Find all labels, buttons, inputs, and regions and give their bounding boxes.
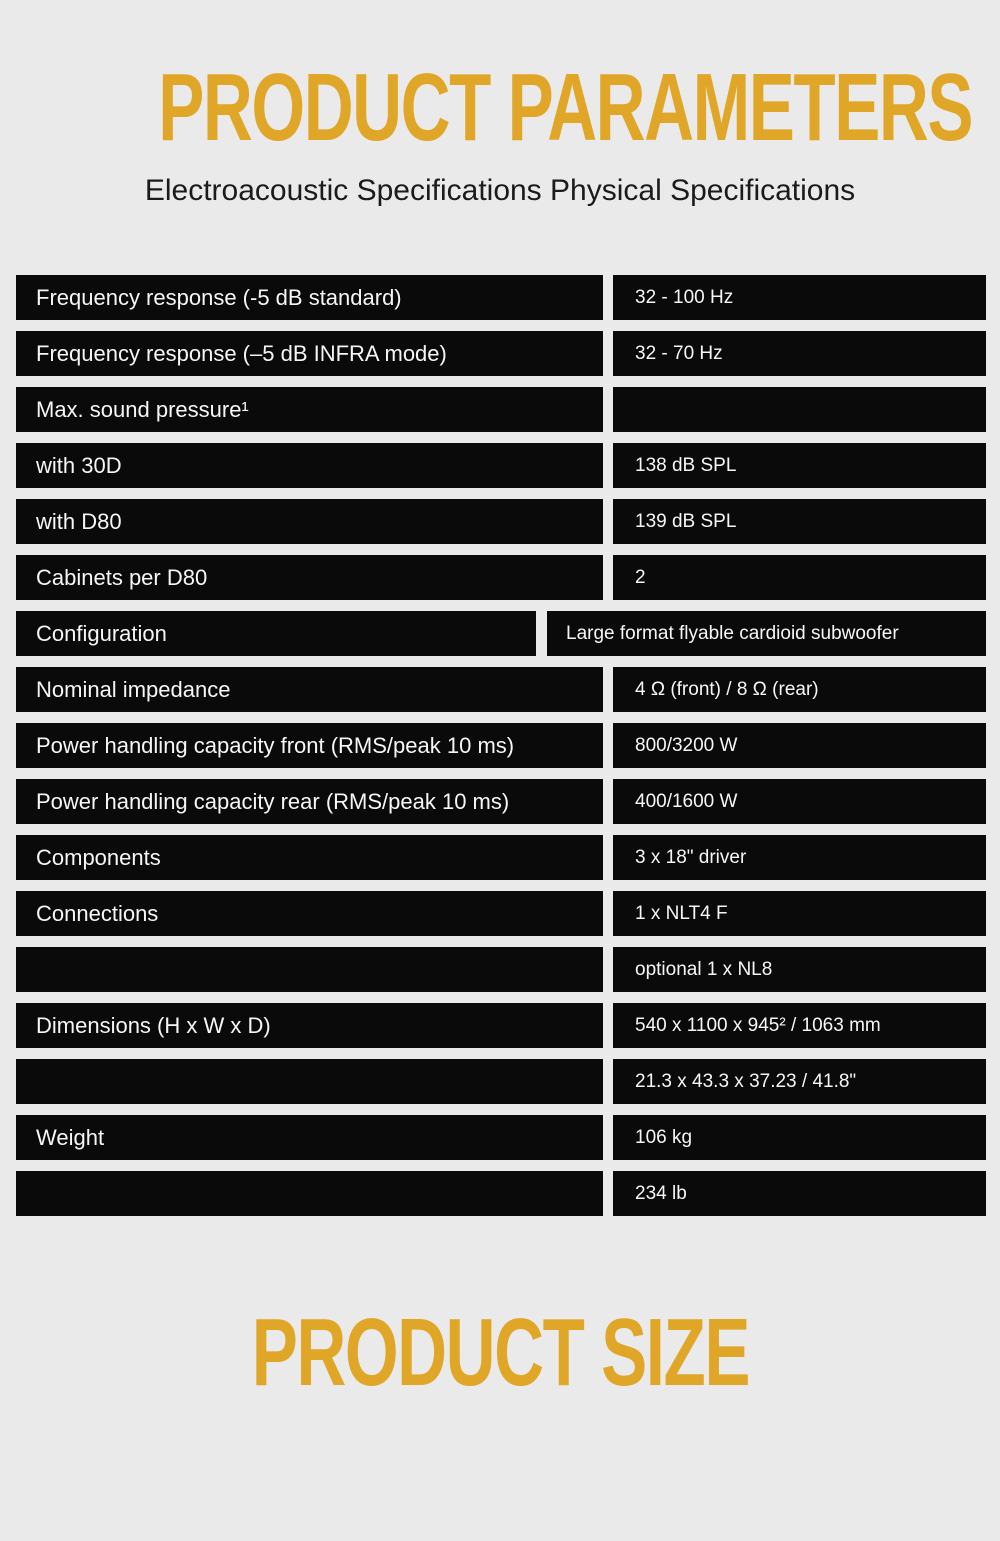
spec-label-cell: Power handling capacity rear (RMS/peak 10 ms) [16,779,603,824]
section-header-parameters [0,54,1000,161]
spec-row [16,667,986,712]
spec-row [16,835,986,880]
spec-label-cell [16,1171,603,1216]
spec-label-cell: Power handling capacity front (RMS/peak 10 ms) [16,723,603,768]
spec-value-cell: 139 dB SPL [613,499,986,544]
spec-label-cell: Frequency response (-5 dB standard) [16,275,603,320]
spec-label-cell [16,1059,603,1104]
spec-value-cell: 32 - 100 Hz [613,275,986,320]
spec-row [16,387,986,432]
spec-label-cell: Weight [16,1115,603,1160]
spec-value-cell: 21.3 x 43.3 x 37.23 / 41.8" [613,1059,986,1104]
section-header-size [0,1299,1000,1406]
spec-row [16,443,986,488]
spec-label-cell [16,947,603,992]
spec-label-cell: Max. sound pressure¹ [16,387,603,432]
spec-value-cell: Large format flyable cardioid subwoofer [547,611,986,656]
spec-row [16,947,986,992]
spec-row [16,891,986,936]
spec-value-cell: 540 x 1100 x 945² / 1063 mm [613,1003,986,1048]
spec-value-cell [613,387,986,432]
spec-value-cell: optional 1 x NL8 [613,947,986,992]
spec-value-cell: 1 x NLT4 F [613,891,986,936]
spec-row [16,1171,986,1216]
spec-value-cell: 32 - 70 Hz [613,331,986,376]
specifications-subtitle: Electroacoustic Specifications Physical Specifications [144,174,856,207]
spec-row [16,1003,986,1048]
spec-row [16,331,986,376]
spec-row [16,555,986,600]
spec-value-cell: 2 [613,555,986,600]
spec-value-cell: 400/1600 W [613,779,986,824]
spec-label-cell: with 30D [16,443,603,488]
spec-label-cell: Nominal impedance [16,667,603,712]
spec-label-cell: Configuration [16,611,536,656]
spec-label-cell: Dimensions (H x W x D) [16,1003,603,1048]
spec-row [16,1059,986,1104]
spec-value-cell: 234 lb [613,1171,986,1216]
product-size-title: PRODUCT SIZE [251,1299,749,1406]
spec-value-cell: 800/3200 W [613,723,986,768]
spec-row [16,275,986,320]
spec-table [16,275,986,1227]
spec-label-cell: Frequency response (–5 dB INFRA mode) [16,331,603,376]
spec-label-cell: Connections [16,891,603,936]
spec-value-cell: 106 kg [613,1115,986,1160]
spec-row [16,723,986,768]
spec-value-cell: 138 dB SPL [613,443,986,488]
spec-row [16,611,986,656]
spec-row [16,1115,986,1160]
spec-row [16,779,986,824]
spec-label-cell: Cabinets per D80 [16,555,603,600]
product-parameters-title: PRODUCT PARAMETERS [158,54,973,161]
spec-row [16,499,986,544]
spec-label-cell: Components [16,835,603,880]
spec-value-cell: 3 x 18" driver [613,835,986,880]
spec-label-cell: with D80 [16,499,603,544]
spec-value-cell: 4 Ω (front) / 8 Ω (rear) [613,667,986,712]
